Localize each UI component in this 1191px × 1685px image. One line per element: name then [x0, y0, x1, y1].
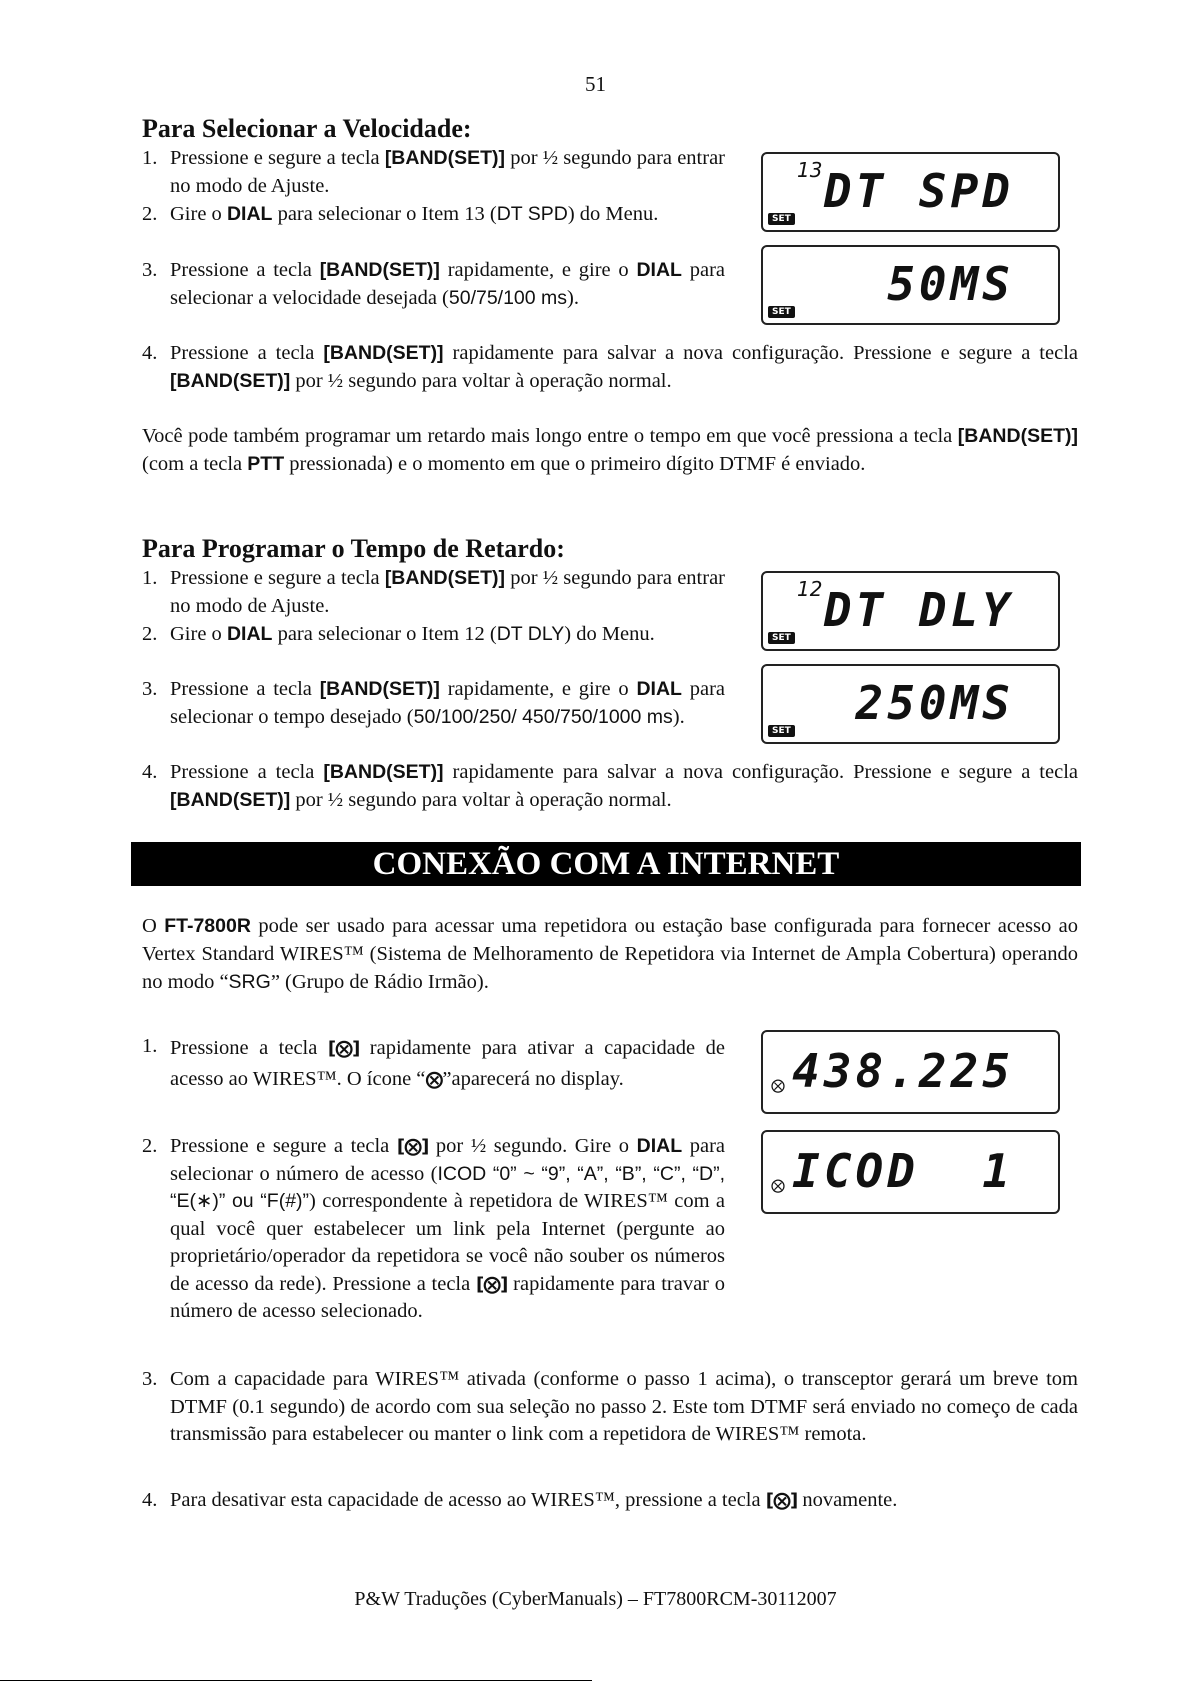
- band-set-key: [BAND(SET)]: [319, 259, 440, 281]
- lcd-text: ICOD 1: [792, 1144, 1014, 1198]
- step-number: 3.: [142, 259, 158, 281]
- delay-step-4: [142, 759, 1078, 814]
- internet-intro-paragraph: [142, 912, 1078, 996]
- lcd-display-icod: [761, 1130, 1060, 1214]
- step-text: para selecionar o tempo desejado (: [170, 678, 726, 728]
- step-text: Pressione e segure a tecla: [170, 147, 385, 169]
- step-text: rapidamente para salvar a nova configuração. Pressione e segure a tecla: [443, 761, 1078, 783]
- set-indicator: SET: [768, 213, 795, 225]
- speed-step-1: [142, 145, 725, 200]
- band-set-key: [BAND(SET)]: [323, 761, 444, 783]
- step-text: por ½ segundo para voltar à operação normal.: [290, 369, 672, 392]
- step-text: rapidamente, e gire o: [439, 259, 637, 281]
- delay-intro-paragraph: [142, 422, 1078, 478]
- set-indicator: SET: [768, 725, 795, 737]
- set-indicator: SET: [768, 632, 795, 644]
- band-set-key: [BAND(SET)]: [323, 342, 444, 364]
- band-set-key: [BAND(SET)]: [170, 369, 291, 392]
- step-text: para selecionar o Item 12 (: [272, 623, 497, 645]
- set-indicator: SET: [768, 306, 795, 318]
- lcd-display-frequency: [761, 1030, 1060, 1114]
- step-number: 2.: [142, 203, 158, 225]
- paragraph-text: O: [142, 915, 165, 937]
- step-text: Gire o: [170, 623, 227, 645]
- step-text: para selecionar o número de acesso (: [170, 1135, 725, 1185]
- step-number: 4.: [142, 761, 158, 783]
- speed-step-4: [142, 340, 1078, 395]
- wires-key-icon: [⨂]: [396, 1136, 429, 1157]
- wires-key-icon: [⨂]: [327, 1038, 360, 1059]
- step-text: ”aparecerá no display.: [442, 1068, 624, 1090]
- step-text: por ½ segundo. Gire o: [428, 1135, 637, 1157]
- wires-step-1: [142, 1033, 725, 1095]
- step-text: ).: [672, 705, 685, 728]
- step-text: Pressione a tecla: [170, 678, 320, 700]
- lcd-text: DT SPD: [823, 164, 1014, 218]
- step-text: para selecionar o Item 13 (: [272, 203, 497, 225]
- paragraph-text: Você pode também programar um retardo mais longo entre o tempo em que você pressiona a tecla: [142, 425, 958, 447]
- step-text: por ½ segundo para entrar no modo de Ajuste.: [170, 147, 725, 197]
- band-set-key: [BAND(SET)]: [384, 147, 506, 169]
- step-text: rapidamente para ativar a capacidade de acesso ao WIRES™. O ícone “: [170, 1037, 725, 1090]
- step-text: Para desativar esta capacidade de acesso ao WIRES™, pressione a tecla: [170, 1489, 766, 1511]
- step-text: ).: [567, 286, 579, 309]
- model-name: FT-7800R: [164, 915, 251, 937]
- wires-step-3: [142, 1366, 1078, 1449]
- band-set-key: [BAND(SET)]: [319, 678, 440, 700]
- page-footer: P&W Traduções (CyberManuals) – FT7800RCM-30112007: [354, 1588, 837, 1610]
- step-text: ) do Menu.: [567, 203, 659, 225]
- section-banner: CONEXÃO COM A INTERNET: [131, 842, 1081, 886]
- delay-step-1: [142, 565, 725, 620]
- band-set-key: [BAND(SET)]: [170, 788, 291, 811]
- step-text: por ½ segundo para voltar à operação normal.: [290, 788, 672, 811]
- footer-rule: [0, 1680, 592, 1681]
- step-text: Com a capacidade para WIRES™ ativada (conforme o passo 1 acima), o transceptor gerará um breve tom DTMF (0.1 segundo) de acordo com sua seleção no passo 2. Este tom DTMF será enviado no começo de cada transmissão para estabelecer ou manter o link com a repetidora de WIRES™ remota.: [170, 1368, 1078, 1445]
- lcd-item-number: 12: [797, 577, 823, 601]
- dial-key: DIAL: [636, 1135, 683, 1157]
- step-number: 1.: [142, 567, 158, 589]
- step-text: por ½ segundo para entrar no modo de Ajuste.: [170, 567, 725, 617]
- lcd-text: 438.225: [792, 1044, 1014, 1098]
- speed-step-3: [142, 257, 725, 312]
- step-text: Pressione a tecla: [170, 761, 324, 783]
- step-text: Gire o: [170, 203, 227, 225]
- band-set-key: [BAND(SET)]: [384, 567, 506, 589]
- speed-step-2: [142, 201, 725, 229]
- step-number: 3.: [142, 678, 158, 700]
- dial-key: DIAL: [636, 678, 682, 700]
- lcd-display-dt-dly: [761, 571, 1060, 651]
- step-text: rapidamente para salvar a nova configuração. Pressione e segure a tecla: [443, 342, 1078, 364]
- step-text: para selecionar a velocidade desejada (: [170, 259, 726, 309]
- lcd-display-50ms: [761, 245, 1060, 325]
- menu-item-name: DT DLY: [496, 623, 565, 645]
- step-text: Pressione e segure a tecla: [170, 567, 385, 589]
- step-number: 1.: [142, 1035, 158, 1057]
- step-text: Pressione a tecla: [170, 1037, 328, 1059]
- wires-step-2: [142, 1133, 725, 1326]
- dial-key: DIAL: [226, 203, 273, 225]
- step-text: ) correspondente à repetidora de WIRES™ com a qual você quer estabelecer um link pela Internet (pergunte ao proprietário/operador da repetidora se você não souber os números de acesso da rede). Pressione a tecla: [170, 1190, 725, 1295]
- section-title-delay: Para Programar o Tempo de Retardo:: [142, 534, 565, 563]
- step-number: 2.: [142, 623, 158, 645]
- lcd-text: 250MS: [855, 676, 1014, 730]
- step-number: 1.: [142, 147, 158, 169]
- paragraph-text: ” (Grupo de Rádio Irmão).: [270, 971, 489, 993]
- page-number: 51: [585, 72, 606, 96]
- lcd-item-number: 13: [797, 158, 823, 182]
- wires-indicator-icon: ⨂: [771, 1078, 785, 1094]
- paragraph-text: pressionada) e o momento em que o primeiro dígito DTMF é enviado.: [284, 453, 866, 475]
- value-options: 50/100/250/ 450/750/1000 ms: [413, 705, 673, 728]
- ptt-key: PTT: [247, 453, 285, 475]
- wires-icon: ⨂: [425, 1069, 443, 1090]
- access-code-options: ICOD “0” ~ “9”, “A”, “B”, “C”, “D”, “E(∗)” ou “F(#)”: [170, 1162, 726, 1212]
- wires-step-4: [142, 1487, 1078, 1515]
- delay-step-3: [142, 676, 725, 731]
- paragraph-text: (com a tecla: [142, 453, 248, 475]
- dial-key: DIAL: [226, 623, 273, 645]
- lcd-display-250ms: [761, 664, 1060, 744]
- band-set-key: [BAND(SET)]: [957, 425, 1078, 447]
- step-number: 4.: [142, 1489, 158, 1511]
- step-text: Pressione a tecla: [170, 342, 324, 364]
- step-text: Pressione a tecla: [170, 259, 320, 281]
- step-number: 4.: [142, 342, 158, 364]
- step-text: rapidamente, e gire o: [439, 678, 637, 700]
- menu-item-name: DT SPD: [496, 203, 568, 225]
- value-options: 50/75/100 ms: [448, 286, 568, 309]
- delay-step-2: [142, 621, 725, 649]
- lcd-display-dt-spd: [761, 152, 1060, 232]
- step-text: rapidamente para travar o número de acesso selecionado.: [170, 1272, 725, 1322]
- step-number: 2.: [142, 1135, 158, 1157]
- mode-name: SRG: [228, 971, 271, 993]
- lcd-text: 50MS: [887, 257, 1014, 311]
- wires-key-icon: [⨂]: [475, 1273, 508, 1295]
- step-text: Pressione e segure a tecla: [170, 1135, 397, 1157]
- wires-key-icon: [⨂]: [765, 1490, 798, 1511]
- step-number: 3.: [142, 1368, 158, 1390]
- paragraph-text: pode ser usado para acessar uma repetidora ou estação base configurada para fornecer acesso ao Vertex Standard WIRES™ (Sistema de Melhoramento de Repetidora via Internet de Ampla Cobertura) operando no modo “: [142, 915, 1078, 993]
- step-text: ) do Menu.: [564, 623, 655, 645]
- lcd-text: DT DLY: [823, 583, 1014, 637]
- wires-indicator-icon: ⨂: [771, 1178, 785, 1194]
- step-text: novamente.: [797, 1489, 898, 1511]
- section-title-speed: Para Selecionar a Velocidade:: [142, 114, 472, 143]
- dial-key: DIAL: [636, 259, 682, 281]
